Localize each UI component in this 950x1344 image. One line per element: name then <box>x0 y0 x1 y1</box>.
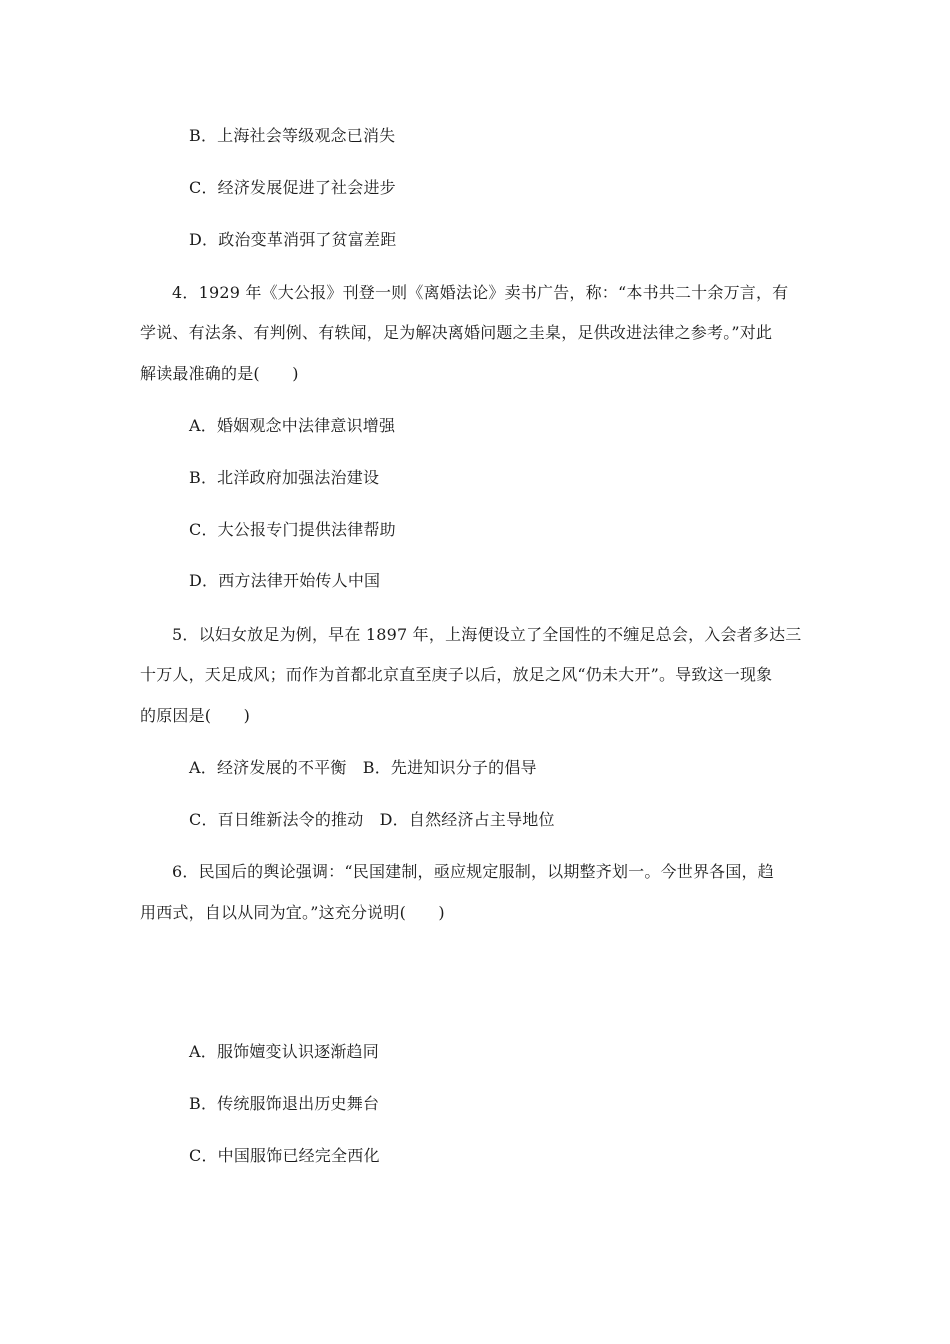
q6-option-a: A．服饰嬗变认识逐渐趋同 <box>189 1042 379 1061</box>
q6-stem-line2: 用西式，自以从同为宜。”这充分说明( ) <box>140 903 445 922</box>
q6-option-c: C．中国服饰已经完全西化 <box>189 1146 380 1165</box>
q6-stem-line1: 6．民国后的舆论强调：“民国建制，亟应规定服制，以期整齐划一。今世界各国，趋 <box>172 862 774 881</box>
q3-option-b: B．上海社会等级观念已消失 <box>189 126 396 145</box>
q5-stem-line1: 5．以妇女放足为例，早在 1897 年，上海便设立了全国性的不缠足总会，入会者多达三 <box>172 625 802 644</box>
q6-option-b: B．传统服饰退出历史舞台 <box>189 1094 380 1113</box>
q5-stem-line2: 十万人，天足成风；而作为首都北京直至庚子以后，放足之风“仍未大开”。导致这一现象 <box>140 665 773 684</box>
q4-stem-line2: 学说、有法条、有判例、有轶闻，足为解决离婚问题之圭臬，足供改进法律之参考。”对此 <box>140 323 773 342</box>
q5-stem-line3: 的原因是( ) <box>140 706 251 725</box>
q4-option-b: B．北洋政府加强法治建设 <box>189 468 380 487</box>
q5-options-ab: A．经济发展的不平衡 B．先进知识分子的倡导 <box>189 758 537 777</box>
q4-option-d: D．西方法律开始传人中国 <box>189 571 381 590</box>
q5-options-cd: C．百日维新法令的推动 D．自然经济占主导地位 <box>189 810 555 829</box>
q4-stem-line3: 解读最准确的是( ) <box>140 364 299 383</box>
q4-stem-line1: 4．1929 年《大公报》刊登一则《离婚法论》卖书广告，称：“本书共二十余万言，有 <box>172 283 789 302</box>
q4-option-a: A．婚姻观念中法律意识增强 <box>189 416 396 435</box>
q3-option-c: C．经济发展促进了社会进步 <box>189 178 396 197</box>
q3-option-d: D．政治变革消弭了贫富差距 <box>189 230 397 249</box>
q4-option-c: C．大公报专门提供法律帮助 <box>189 520 396 539</box>
